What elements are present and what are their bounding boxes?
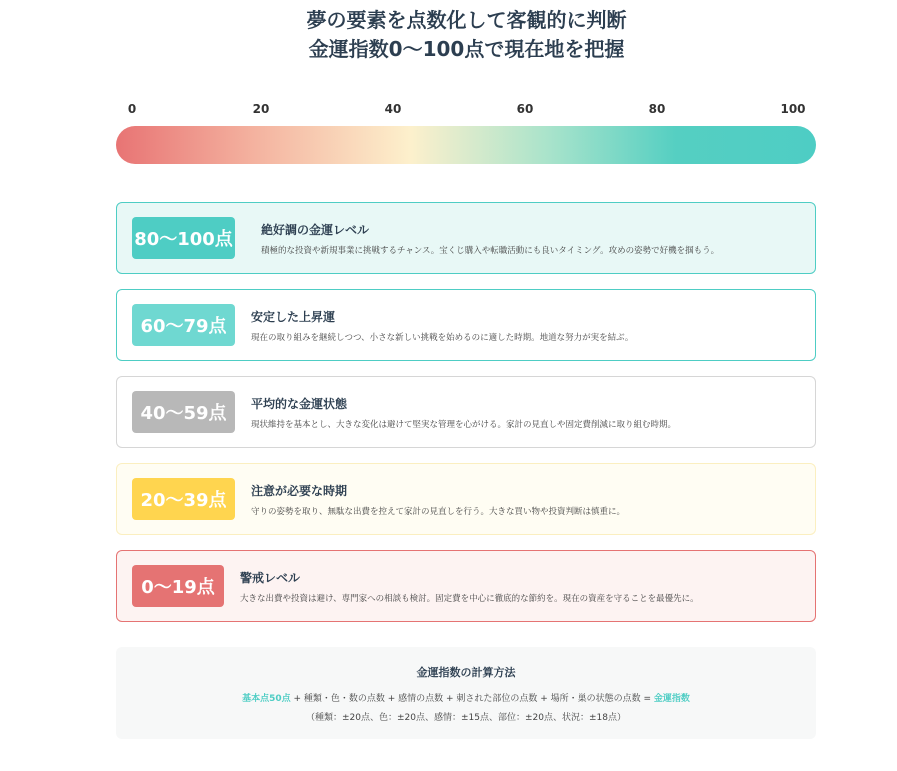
calculation-note: （種類：±20点、色：±20点、感情：±15点、部位：±20点、状況：±18点） (306, 713, 626, 723)
calculation-method-box (116, 647, 816, 739)
score-scale (116, 102, 816, 118)
formula-base-points: 基本点50点 (242, 694, 291, 704)
scale-tick-100: 100 (780, 102, 806, 116)
level-description: 現状維持を基本とし、大きな変化は避けて堅実な管理を心がける。家計の見直しや固定費削減に取り組む時期。 (251, 420, 677, 430)
level-description: 守りの姿勢を取り、無駄な出費を控えて家計の見直しを行う。大きな買い物や投資判断は慎重に。 (251, 507, 626, 517)
score-gradient-bar (116, 126, 816, 164)
level-badge: 0〜19点 (132, 565, 224, 607)
level-title: 注意が必要な時期 (251, 484, 348, 498)
level-card-80-100 (116, 202, 816, 274)
page-title (0, 6, 897, 64)
level-badge: 40〜59点 (132, 391, 235, 433)
level-title: 絶好調の金運レベル (261, 223, 370, 237)
scale-tick-80: 80 (648, 102, 666, 116)
level-badge: 80〜100点 (132, 217, 235, 259)
formula-result: 金運指数 (653, 694, 690, 704)
scale-tick-0: 0 (127, 102, 137, 116)
level-card-60-79 (116, 289, 816, 361)
page-title-line1: 夢の要素を点数化して客観的に判断 (306, 8, 627, 32)
level-title: 警戒レベル (240, 571, 301, 585)
level-badge: 60〜79点 (132, 304, 235, 346)
level-title: 安定した上昇運 (251, 310, 336, 324)
level-description: 積極的な投資や新規事業に挑戦するチャンス。宝くじ購入や転職活動にも良いタイミング。攻めの姿勢で好機を掴もう。 (261, 246, 720, 256)
calculation-method-title: 金運指数の計算方法 (416, 666, 516, 679)
formula-terms: + 種類・色・数の点数 + 感情の点数 + 刺された部位の点数 + 場所・巣の状態の点数 = (290, 694, 654, 704)
level-title: 平均的な金運状態 (251, 397, 348, 411)
scale-tick-20: 20 (252, 102, 270, 116)
page-title-line2: 金運指数0〜100点で現在地を把握 (308, 37, 625, 61)
level-description: 現在の取り組みを継続しつつ、小さな新しい挑戦を始めるのに適した時期。地道な努力が実を結ぶ。 (251, 333, 634, 343)
scale-tick-60: 60 (516, 102, 534, 116)
scale-tick-40: 40 (384, 102, 402, 116)
calculation-formula (116, 691, 816, 704)
level-description: 大きな出費や投資は避け、専門家への相談も検討。固定費を中心に徹底的な節約を。現在の資産を守ることを最優先に。 (240, 594, 699, 604)
level-badge: 20〜39点 (132, 478, 235, 520)
level-card-20-39 (116, 463, 816, 535)
level-card-0-19 (116, 550, 816, 622)
level-card-40-59 (116, 376, 816, 448)
